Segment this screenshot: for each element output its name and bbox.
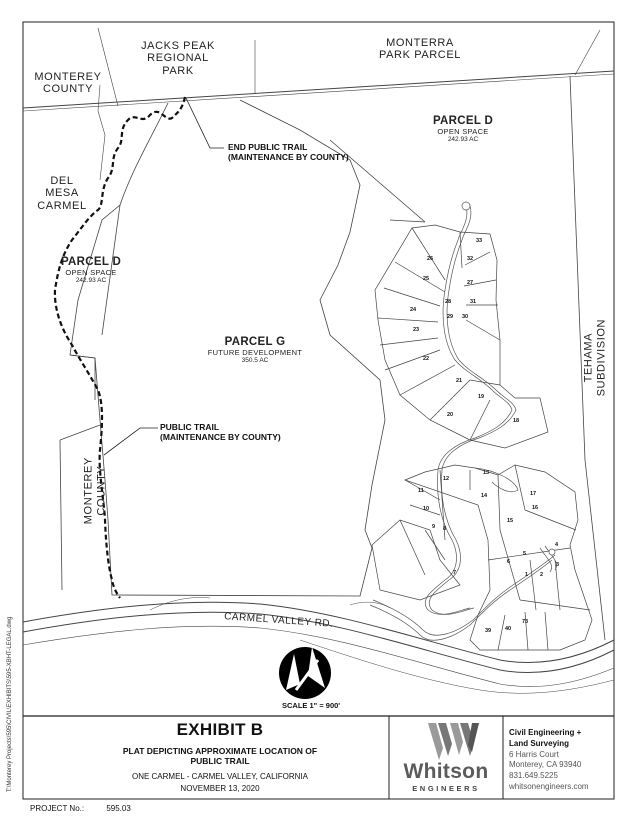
lot-11: 11 — [418, 488, 424, 494]
parcel-d-west-label — [47, 256, 135, 285]
lot-1: 1 — [525, 572, 529, 578]
scale-label: SCALE 1" = 900' — [282, 701, 341, 710]
lot-31: 31 — [470, 299, 477, 305]
public-trail-line2: (MAINTENANCE BY COUNTY) — [160, 432, 281, 443]
end-trail-line2: (MAINTENANCE BY COUNTY) — [228, 152, 349, 163]
lot-23: 23 — [413, 327, 420, 333]
parcel-g-sub: FUTURE DEVELOPMENT — [207, 347, 303, 357]
lot-18: 18 — [513, 418, 520, 424]
file-path: T:\Monterey Projects\595\CIVIL\EXHIBITS\595-XBHT-LEGAL.dwg — [7, 616, 13, 792]
parcel-d-west-area: 242.93 AC — [75, 277, 107, 285]
jacks-peak-label — [133, 40, 223, 77]
del-mesa-label — [32, 175, 92, 212]
lot-8: 8 — [443, 526, 447, 532]
exhibit-date: NOVEMBER 13, 2020 — [180, 784, 260, 794]
exhibit-title-block — [60, 720, 380, 793]
lot-14: 14 — [481, 493, 488, 499]
exhibit-location: ONE CARMEL - CARMEL VALLEY, CALIFORNIA — [131, 772, 309, 782]
monterey-county-side-line2: COUNTY — [95, 465, 107, 516]
carmel-valley-road-label: CARMEL VALLEY RD. — [223, 611, 334, 630]
project-number — [30, 804, 131, 813]
lot-20: 20 — [447, 412, 454, 418]
parcel-d-west-sub: OPEN SPACE — [65, 267, 117, 277]
lot-24: 24 — [410, 307, 417, 313]
public-trail-line1: PUBLIC TRAIL — [160, 422, 220, 432]
lot-7: 7 — [453, 570, 457, 576]
monterra-line2: PARK PARCEL — [379, 49, 461, 62]
del-mesa-line3: CARMEL — [37, 199, 87, 212]
firm-address2: Monterey, CA 93940 — [509, 760, 582, 770]
end-trail-line1: END PUBLIC TRAIL — [228, 142, 308, 152]
lot-30: 30 — [462, 314, 469, 320]
lot-73: 73 — [522, 619, 529, 625]
whitson-logo-icon — [428, 723, 479, 760]
whitson-name: Whitson — [403, 760, 489, 783]
parcel-g-name: PARCEL G — [224, 336, 286, 348]
lot-5: 5 — [523, 551, 527, 557]
monterey-county-side-label — [82, 451, 107, 531]
public-trail-callout — [160, 422, 281, 442]
firm-web: whitsonengineers.com — [509, 781, 589, 791]
lot-26: 26 — [427, 256, 434, 262]
del-mesa-line2: MESA — [45, 187, 79, 200]
parcel-g-area: 350.5 AC — [241, 357, 269, 365]
firm-address1: 6 Harris Court — [509, 749, 559, 759]
lot-17: 17 — [530, 491, 537, 497]
monterey-county-top-label — [33, 71, 103, 96]
lot-12: 12 — [443, 476, 450, 482]
lot-29: 29 — [447, 314, 454, 320]
monterey-county-top-line2: COUNTY — [42, 83, 94, 96]
parcel-d-east-sub: OPEN SPACE — [437, 126, 489, 136]
exhibit-subtitle-2: PUBLIC TRAIL — [190, 756, 250, 767]
parcel-d-east-area: 242.93 AC — [447, 136, 479, 144]
lot-40: 40 — [505, 626, 512, 632]
monterra-label — [370, 37, 470, 62]
tehama-subdivision-label — [582, 308, 607, 408]
tehama-line2: SUBDIVISION — [595, 318, 607, 397]
parcel-d-east-name: PARCEL D — [432, 115, 494, 127]
lot-13: 13 — [483, 470, 490, 476]
firm-line1: Civil Engineering + — [509, 728, 582, 737]
monterey-county-top-line1: MONTEREY — [34, 71, 102, 83]
project-value: 595.03 — [106, 804, 131, 813]
monterey-county-side-line1: MONTEREY — [82, 457, 95, 525]
del-mesa-line1: DEL — [50, 175, 74, 187]
jacks-peak-line1: JACKS PEAK — [141, 40, 215, 52]
whitson-logo-text — [392, 760, 500, 793]
internal-roads — [370, 202, 560, 640]
lot-6: 6 — [507, 559, 511, 565]
lot-19: 19 — [478, 394, 485, 400]
firm-phone: 831.649.5225 — [509, 771, 558, 781]
project-label: PROJECT No.: — [30, 804, 85, 813]
firm-line2: Land Surveying — [509, 738, 570, 748]
lot-27: 27 — [467, 280, 474, 286]
jacks-peak-line3: PARK — [162, 64, 194, 77]
lot-15: 15 — [507, 518, 514, 524]
exhibit-title: EXHIBIT B — [176, 720, 264, 739]
monterra-line1: MONTERRA — [386, 37, 454, 49]
lot-21: 21 — [456, 378, 463, 384]
whitson-engineers: ENGINEERS — [412, 784, 480, 793]
parcel-g-label — [200, 336, 310, 365]
lot-9: 9 — [432, 524, 436, 530]
lot-32: 32 — [467, 256, 474, 262]
lot-lines-north — [375, 225, 548, 448]
lot-10: 10 — [423, 506, 430, 512]
lot-39: 39 — [485, 628, 492, 634]
parcel-d-east-label — [418, 115, 508, 144]
lot-28: 28 — [445, 299, 452, 305]
firm-contact — [509, 728, 613, 793]
jacks-peak-line2: REGIONAL — [147, 52, 209, 65]
public-trail-path — [55, 97, 185, 598]
lot-3: 3 — [556, 562, 560, 568]
exhibit-subtitle-1: PLAT DEPICTING APPROXIMATE LOCATION OF — [122, 746, 318, 756]
end-public-trail-callout — [228, 142, 349, 162]
tehama-line1: TEHAMA — [582, 332, 595, 383]
lot-22: 22 — [423, 356, 430, 362]
lot-16: 16 — [532, 505, 539, 511]
parcel-d-west-name: PARCEL D — [60, 256, 122, 268]
lot-33: 33 — [476, 238, 483, 244]
north-arrow-icon — [279, 647, 331, 699]
lot-25: 25 — [423, 276, 430, 282]
lot-4: 4 — [555, 542, 559, 548]
lot-2: 2 — [540, 572, 544, 578]
